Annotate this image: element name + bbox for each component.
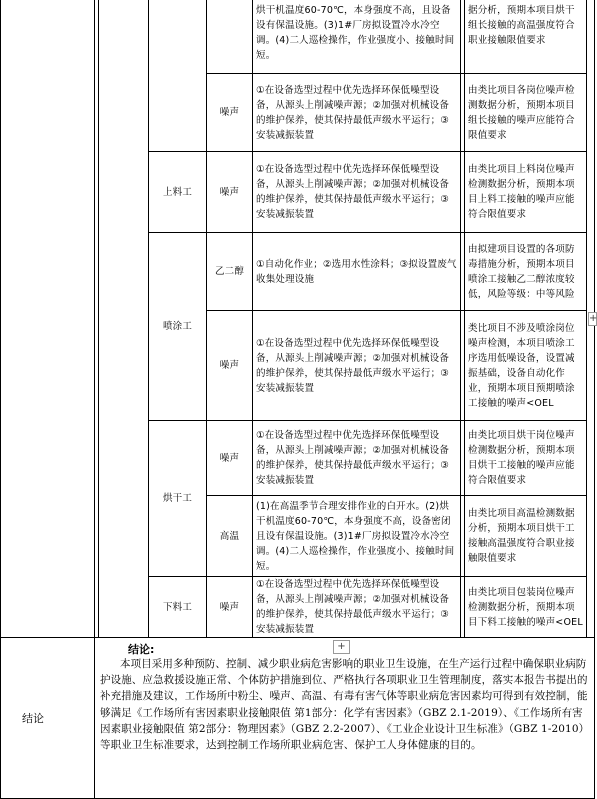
measure-cell [256,74,458,151]
hazard-label: 噪声 [219,601,240,613]
worker-label: 喷涂工 [162,321,193,332]
hazard-cell [207,233,252,310]
table-border-right [594,0,595,799]
hazard-cell [207,421,252,495]
hazard-label: 高温 [219,530,240,542]
evaluation-cell [468,421,584,495]
hazard-label: 噪声 [219,107,240,118]
column-line [460,0,461,638]
hazard-label: 乙二醇 [214,266,245,277]
worker-label: 烘干工 [162,493,193,504]
evaluation-cell [468,3,584,73]
measure-text: ①在设备选型过程中优先选择环保低噪型设备，从源头上削减噪声源；②加强对机械设备的维护保养，使其保持最低声级水平运行；③安装减振装置 [256,164,450,220]
conclusion-body: 本项目采用多种预防、控制、减少职业病危害影响的职业卫生设施，在生产运行过程中确保职业病防护设施、应急救援设施正常、个体防护措施到位、严格执行各项职业卫生管理制度，落实本报告书提出的补充措施及建议，工作场所中粉尘、噪声、高温、有毒有害气体等职业病危害因素均可得到有效控制，能够满足《工作场所有害因素职业接触限值 第1部分：化学有害因素》（GBZ 2.1-2019）、《工作场所有害因素职业接触限值 第2部分：物理因素》（GBZ 2.2-2007）、《工业企业设计卫生标准》（GBZ 1-2010）等职业卫生标准要求，达到控制工作场所职业病危害、保护工人身体健康的目的。 [100,658,590,752]
measure-text: ①在设备选型过程中优先选择环保低噪型设备，从源头上削减噪声源；②加强对机械设备的维护保养，使其保持最低声级水平运行；③安装减振装置 [256,84,450,141]
evaluation-cell [468,233,584,310]
measure-text: 烘干机温度60-70℃，本身强度不高，且设备设有保温设施。(3)1#厂房拟设置冷水冷空调。(4)二人巡检操作，作业强度小、接触时间短。 [256,5,455,61]
measure-cell [256,233,458,310]
evaluation-text: 由类比项目高温检测数据分析，预期本项目烘干工接触高温强度符合职业接触限值要求 [468,508,575,564]
hazard-cell [207,74,252,151]
add-column-icon[interactable]: + [589,313,597,324]
row-line [0,637,595,638]
conclusion-title: 结论: [128,643,155,656]
measure-cell [256,577,458,637]
worker-cell [149,577,206,637]
evaluation-text: 类比项目不涉及喷涂岗位噪声检测，本项目喷涂工序选用低噪设备，设置减振基础，设备自动化作业，预期本项目预期喷涂工接触的噪声<OEL [468,322,575,409]
evaluation-text: 据分析，预期本项目烘干组长接触的高温强度符合职业接触限值要求 [468,5,575,46]
conclusion-label: 结论 [22,712,44,725]
worker-cell [149,152,206,232]
column-line [586,0,587,638]
evaluation-text: 由类比项目各岗位噪声检测数据分析，预期本项目组长接触的噪声应能符合限值要求 [468,84,575,141]
evaluation-cell [468,74,584,151]
hazard-cell [207,311,252,420]
measure-text: ①在设备选型过程中优先选择环保低噪型设备，从源头上削减噪声源；②加强对机械设备的维护保养，使其保持最低声级水平运行；③安装减振装置 [256,579,450,635]
hazard-label: 噪声 [219,186,240,198]
evaluation-text: 由类比项目上料岗位噪声检测数据分析，预期本项目上料工接触的噪声应能符合限值要求 [468,164,575,220]
worker-label: 上料工 [162,186,193,198]
evaluation-text: 由拟建项目设置的各项防毒措施分析，预期本项目喷涂工接触乙二醇浓度较低，风险等级：中等风险 [468,243,575,300]
measure-text: (1)在高温季节合理安排作业的白开水。(2)烘干机温度60-70℃，本身强度不高，设备密闭且设有保温设施。(3)1#厂房拟设置冷水冷空调。(4)二人巡检操作，作业强度小、接触时间短。 [256,500,455,572]
hazard-label: 噪声 [219,452,240,464]
table-border-left [0,0,1,799]
worker-label: 下料工 [162,601,193,613]
measure-text: ①在设备选型过程中优先选择环保低噪型设备，从源头上削减噪声源；②加强对机械设备的维护保养，使其保持最低声级水平运行；③安装减振装置 [256,337,450,394]
worker-cell [149,233,206,420]
measure-text: ①在设备选型过程中优先选择环保低噪型设备，从源头上削减噪声源；②加强对机械设备的维护保养，使其保持最低声级水平运行；③安装减振装置 [256,430,450,486]
column-line [94,0,95,799]
measure-cell [256,311,458,420]
evaluation-cell [468,496,584,576]
hazard-cell [207,577,252,637]
hazard-cell [207,152,252,232]
evaluation-cell [468,152,584,232]
hazard-cell [207,496,252,576]
measure-text: ①自动化作业；②选用水性涂料；③拟设置废气收集处理设施 [256,258,457,285]
column-line [98,0,99,638]
evaluation-cell [468,311,584,420]
measure-cell [256,421,458,495]
measure-cell [256,3,458,73]
evaluation-text: 由类比项目烘干岗位噪声检测数据分析，预期本项目烘干工接触的噪声应能符合限值要求 [468,430,575,486]
column-line [464,0,465,638]
measure-cell [256,496,458,576]
add-row-icon[interactable]: + [333,640,350,654]
hazard-label: 噪声 [219,360,240,371]
column-line [252,0,253,638]
evaluation-cell [468,577,584,637]
measure-cell [256,152,458,232]
evaluation-text: 由类比项目包装岗位噪声检测数据分析，预期本项目下料工接触的噪声<OEL [468,586,583,628]
worker-cell [149,421,206,576]
